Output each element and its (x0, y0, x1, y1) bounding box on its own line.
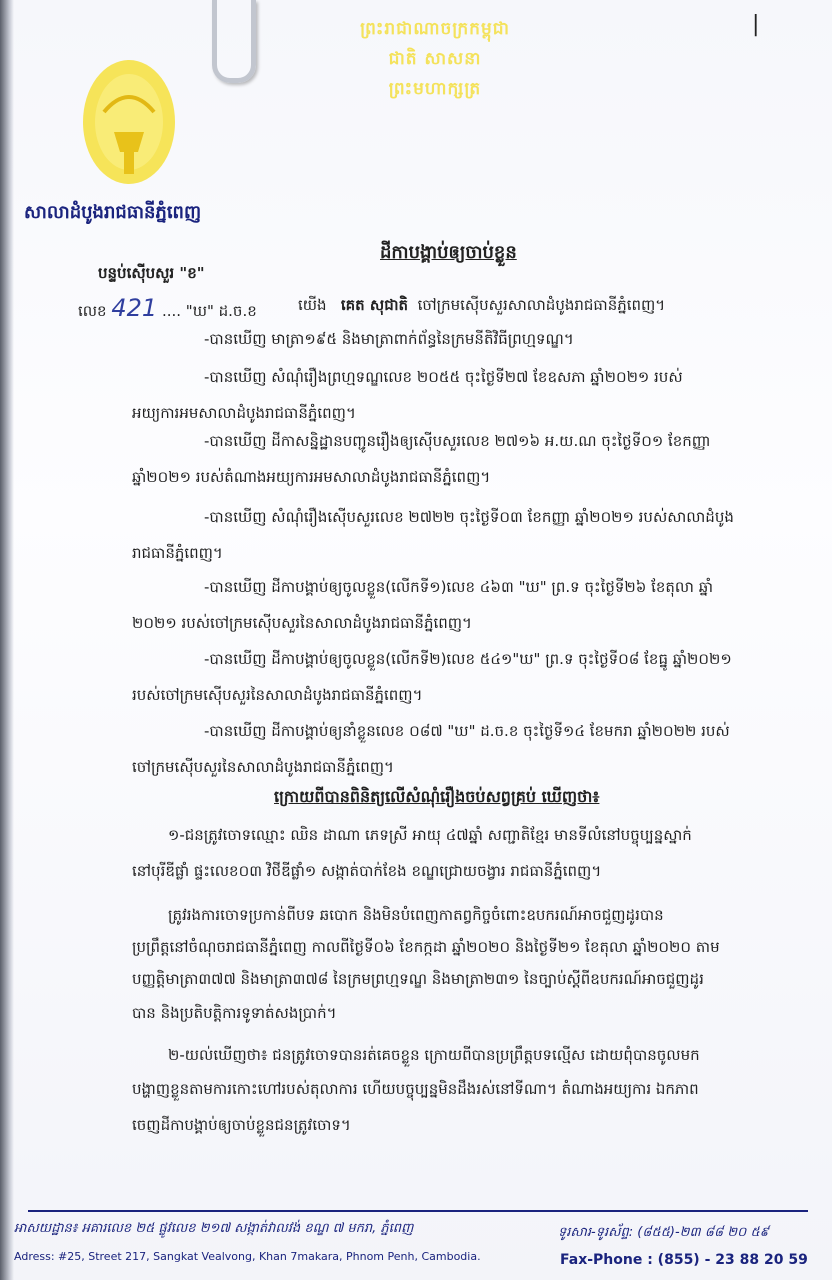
finding-line: ១-ជនត្រូវចោទឈ្មោះ ឈិន ដាណា ភេទស្រី អាយុ ៤៧ឆ្នាំ សញ្ជាតិខ្មែរ មានទីលំនៅបច្ចុប្បន្នស្នាក់ (168, 826, 692, 844)
department-label: បន្ទប់ស៊ើបសួរ "ខ" (98, 264, 205, 282)
findings-heading: ក្រោយពីបានពិនិត្យលើសំណុំរឿងចប់សព្វគ្រប់ ឃើញថា៖ (274, 787, 600, 806)
document-title: ដីកាបង្គាប់ឲ្យចាប់ខ្លួន (380, 242, 517, 263)
finding-line: បញ្ញត្តិមាត្រា៣៧៧ និងមាត្រា៣៧៨ នៃក្រមព្រហ្មទណ្ឌ និងមាត្រា២៣១ នៃច្បាប់ស្តីពីឧបករណ៍អាចជួញដូរ (132, 970, 704, 988)
finding-line: បាន និងប្រតិបត្តិការទូទាត់សងប្រាក់។ (132, 1004, 337, 1022)
body-line: អយ្យការអមសាលាដំបូងរាជធានីភ្នំពេញ។ (132, 404, 356, 422)
body-line: -បានឃើញ សំណុំរឿងព្រហ្មទណ្ឌលេខ ២០៥៥ ចុះថ្ងៃទី២៧ ខែឧសភា ឆ្នាំ២០២១ របស់ (204, 368, 683, 386)
issuer-pronoun: យើង (298, 296, 327, 314)
corner-mark: | (752, 12, 760, 37)
issuer-role: ចៅក្រមស៊ើបសួរសាលាដំបូងរាជធានីភ្នំពេញ។ (417, 296, 666, 314)
stamp-line-2: ជាតិ សាសនា ព្រះមហាក្សត្រ (388, 49, 482, 99)
issuer-name: គេត សុជាតិ (340, 296, 409, 314)
body-line: ២០២១ របស់ចៅក្រមស៊ើបសួរនៃសាលាដំបូងរាជធានីភ្នំពេញ។ (132, 614, 472, 632)
finding-line: បង្ហាញខ្លួនតាមការកោះហៅរបស់តុលាការ ហើយបច្ចុប្បន្នមិនដឹងរស់នៅទីណា។ តំណាងអយ្យការ ឯកភាព (132, 1080, 699, 1098)
footer-address-english: Adress: #25, Street 217, Sangkat Vealvong, Khan 7makara, Phnom Penh, Cambodia. (14, 1250, 481, 1263)
body-line: របស់ចៅក្រមស៊ើបសួរនៃសាលាដំបូងរាជធានីភ្នំពេញ។ (132, 686, 423, 704)
footer-fax-phone: Fax-Phone : (855) - 23 88 20 59 (560, 1252, 808, 1268)
finding-line: ប្រព្រឹត្តនៅចំណុចរាជធានីភ្នំពេញ កាលពីថ្ងៃទី០៦ ខែកក្កដា ឆ្នាំ២០២០ និងថ្ងៃទី២១ ខែតុលា ឆ្នាំ២០២០ តាម (132, 938, 720, 956)
page-edge-shadow (0, 0, 14, 1280)
stamp-line-1: ព្រះរាជាណាចក្រកម្ពុជា (360, 19, 510, 39)
body-line: -បានឃើញ មាត្រា១៩៥ និងមាត្រាពាក់ព័ន្ធនៃក្រមនីតិវិធីព្រហ្មទណ្ឌ។ (204, 330, 574, 348)
finding-line: ត្រូវរងការចោទប្រកាន់ពីបទ ឆបោក និងមិនបំពេញកាតព្វកិច្ចចំពោះឧបករណ៍អាចជួញដូរបាន (168, 906, 664, 924)
body-line: ឆ្នាំ២០២១ របស់តំណាងអយ្យការអមសាលាដំបូងរាជធានីភ្នំពេញ។ (132, 468, 491, 486)
finding-line: ២-យល់ឃើញថា៖ ជនត្រូវចោទបានរត់គេចខ្លួន ក្រោយពីបានប្រព្រឹត្តបទល្មើស ដោយពុំបានចូលមក (168, 1046, 700, 1064)
body-line: -បានឃើញ សំណុំរឿងស៊ើបសួរលេខ ២៧២២ ចុះថ្ងៃទី០៣ ខែកញ្ញា ឆ្នាំ២០២១ របស់សាលាដំបូង (204, 508, 734, 526)
body-line: រាជធានីភ្នំពេញ។ (132, 544, 223, 562)
body-line: -បានឃើញ ដីកាបង្គាប់ឲ្យចូលខ្លួន(លើកទី១)លេខ ៤៦៣ "ឃ" ព្រ.ទ ចុះថ្ងៃទី២៦ ខែតុលា ឆ្នាំ (204, 578, 714, 596)
court-name: សាលាដំបូងរាជធានីភ្នំពេញ (24, 202, 202, 223)
paperclip (212, 0, 256, 83)
court-emblem (74, 52, 184, 202)
finding-line: នៅបុរីឌីផ្លាំ ផ្ទះលេខ០៣ វិថីឌីផ្លាំ១ សង្កាត់បាក់ខែង ខណ្ឌជ្រោយចង្វារ រាជធានីភ្នំពេញ។ (132, 862, 602, 880)
kingdom-stamp (350, 14, 520, 99)
ref-suffix: .... "ឃ" ដ.ច.ខ (161, 302, 257, 320)
footer-phone-khmer: ទូរសារ-ទូរស័ព្ទ: (៨៥៥)-២៣ ៨៨ ២០ ៥៩ (558, 1225, 769, 1240)
body-line: -បានឃើញ ដីកាបង្គាប់ឲ្យនាំខ្លួនលេខ ០៨៧ "ឃ" ដ.ច.ខ ចុះថ្ងៃទី១៤ ខែមករា ឆ្នាំ២០២២ របស់ (204, 722, 730, 740)
issuer-line (298, 296, 665, 318)
ref-prefix: លេខ (78, 302, 107, 320)
footer-divider (28, 1210, 808, 1212)
body-line: ចៅក្រមស៊ើបសួរនៃសាលាដំបូងរាជធានីភ្នំពេញ។ (132, 758, 394, 776)
reference-number (78, 294, 257, 324)
body-line: -បានឃើញ ដីកាសន្និដ្ឋានបញ្ជូនរឿងឲ្យស៊ើបសួរលេខ ២៧១៦ អ.យ.ណ ចុះថ្ងៃទី០១ ខែកញ្ញា (204, 432, 711, 450)
ref-handwritten-number: 421 (111, 294, 158, 322)
finding-line: ចេញដីកាបង្គាប់ឲ្យចាប់ខ្លួនជនត្រូវចោទ។ (132, 1116, 351, 1134)
body-line: -បានឃើញ ដីកាបង្គាប់ឲ្យចូលខ្លួន(លើកទី២)លេខ ៥៤១"ឃ" ព្រ.ទ ចុះថ្ងៃទី០៨ ខែធ្នូ ឆ្នាំ២០២១ (204, 650, 732, 668)
footer-address-khmer: អាសយដ្ឋាន៖ អគារលេខ ២៥ ផ្លូវលេខ ២១៧ សង្កាត់វាលវង់ ខណ្ឌ ៧ មករា, ភ្នំពេញ (14, 1221, 414, 1236)
